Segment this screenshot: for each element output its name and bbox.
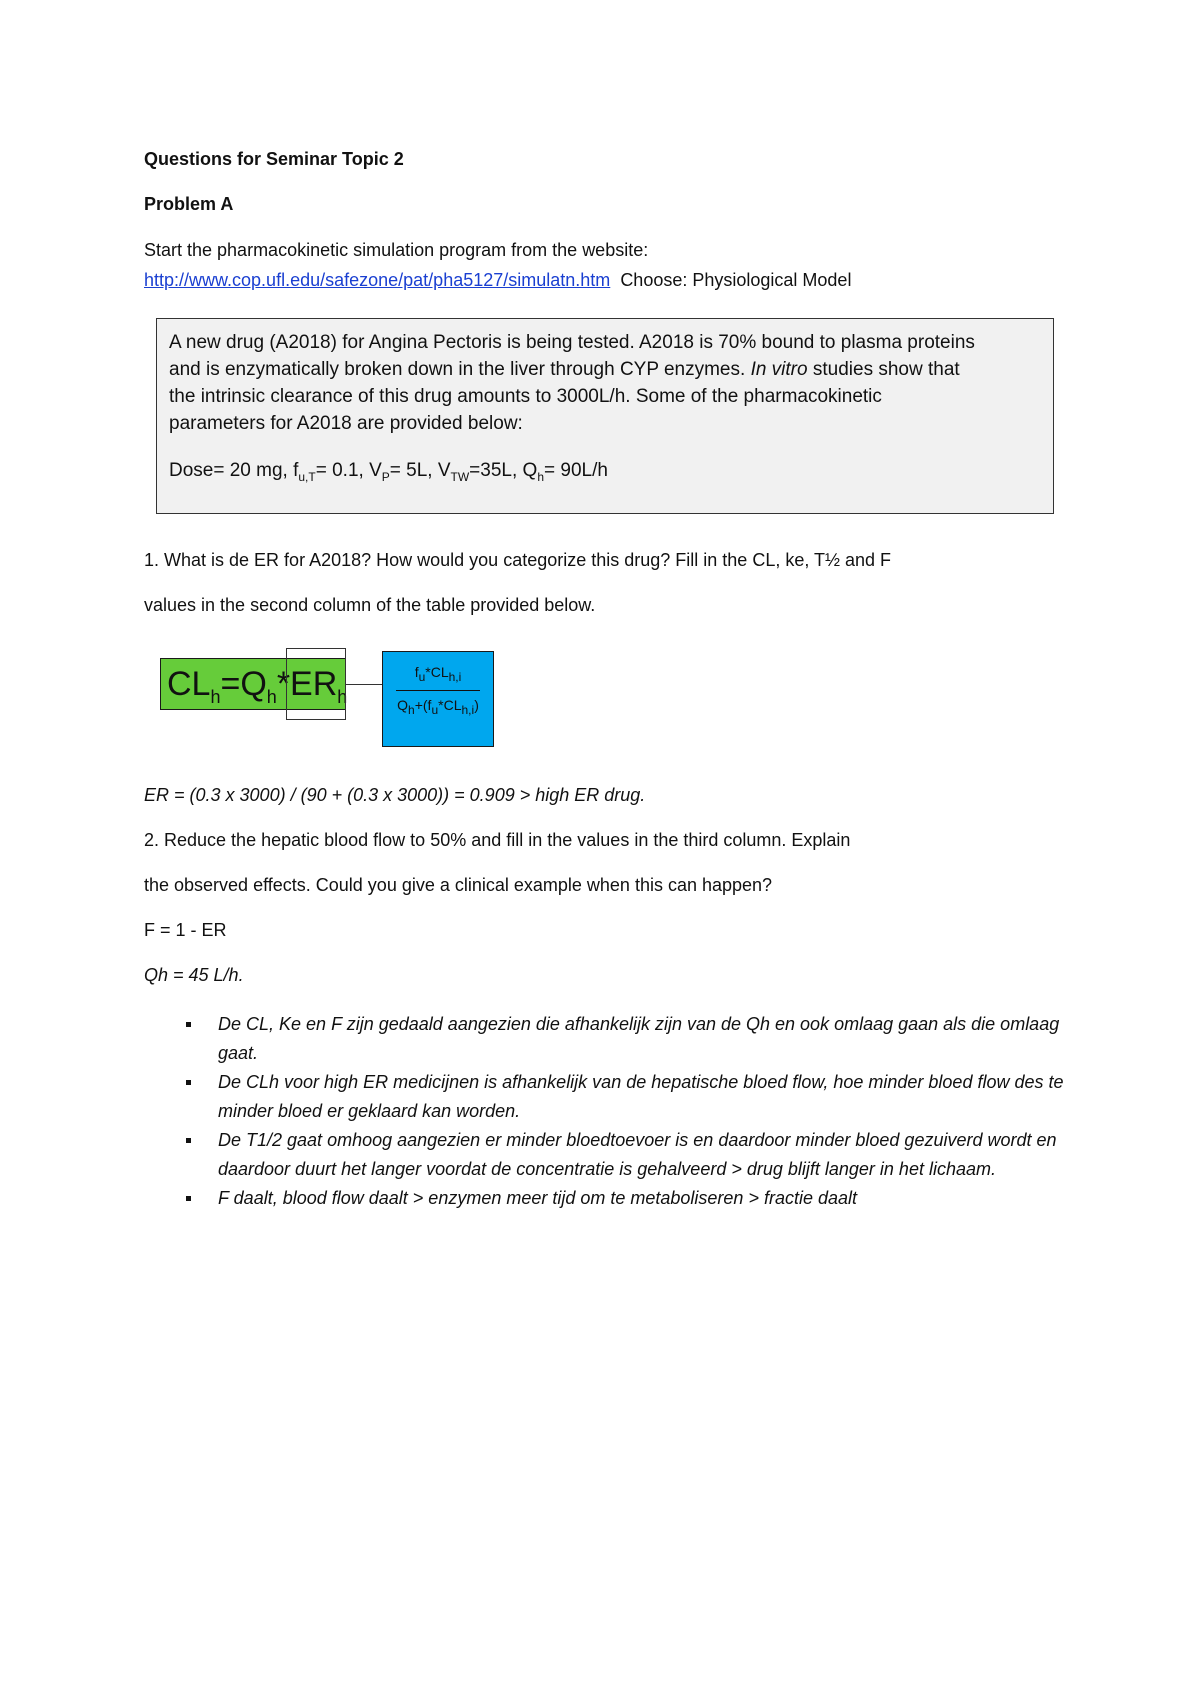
document-heading: Questions for Seminar Topic 2 xyxy=(144,149,404,169)
bullet-icon xyxy=(186,1138,191,1143)
extraction-ratio-formula xyxy=(382,651,494,747)
list-item: De CL, Ke en F zijn gedaald aangezien die afhankelijk zijn van de Qh en ook omlaag gaan als die omlaag gaat. xyxy=(186,1010,1066,1068)
list-item: De T1/2 gaat omhoog aangezien er minder bloedtoevoer is en daardoor minder bloed gezuiverd wordt en daardoor duurt het langer voordat de concentratie is gehalveerd > drug blijft langer in het lichaam. xyxy=(186,1126,1066,1184)
dose-line: Dose= 20 mg, $f_{u,T}= 0.1$, $V_P= 5L$, $V_{TW}=35L$, $Q_h= 90L/h$ xyxy=(169,460,608,484)
question-2-line-2: the observed effects. Could you give a clinical example when this can happen? xyxy=(144,875,773,895)
qh-value: Qh = 45 L/h. xyxy=(144,965,244,985)
er-highlight-frame xyxy=(286,648,346,720)
choose-text: Choose: Physiological Model xyxy=(620,270,852,290)
box-line-2: and is enzymatically broken down in the liver through CYP enzymes. In vitro studies show that xyxy=(169,359,960,380)
list-item: De CLh voor high ER medicijnen is afhankelijk van de hepatische bloed flow, hoe minder bloed flow des te minder bloed er geklaard kan worden. xyxy=(186,1068,1066,1126)
simulation-link[interactable]: http://www.cop.ufl.edu/safezone/pat/pha5127/simulatn.htm xyxy=(144,270,611,290)
drug-info-box xyxy=(156,318,1054,514)
box-line-4: parameters for A2018 are provided below: xyxy=(169,413,523,434)
problem-title: Problem A xyxy=(144,194,234,214)
box-line-3: the intrinsic clearance of this drug amounts to 3000L/h. Some of the pharmacokinetic xyxy=(169,386,882,407)
intro-text: Start the pharmacokinetic simulation program from the website: xyxy=(144,240,649,260)
bullet-icon xyxy=(186,1080,191,1085)
formula-denominator: $Q_h+(f_u*CL_{h,i})$ xyxy=(397,696,479,717)
question-2-line-1: 2. Reduce the hepatic blood flow to 50% and fill in the values in the third column. Explain xyxy=(144,830,851,850)
link-line xyxy=(144,269,851,291)
box-line-1: A new drug (A2018) for Angina Pectoris is being tested. A2018 is 70% bound to plasma proteins xyxy=(169,332,975,353)
hepatic-clearance-formula: $CL_h=Q_h*ER_h$ xyxy=(160,658,346,710)
f-formula: F = 1 - ER xyxy=(144,920,227,940)
clearance-formula-diagram xyxy=(160,648,500,758)
question-1-line-2: values in the second column of the table provided below. xyxy=(144,595,596,615)
er-calculation: ER = (0.3 x 3000) / (90 + (0.3 x 3000)) = 0.909 > high ER drug. xyxy=(144,785,646,805)
bullet-icon xyxy=(186,1196,191,1201)
question-1-line-1: 1. What is de ER for A2018? How would you categorize this drug? Fill in the CL, ke, T½ and F xyxy=(144,550,892,570)
answer-bullet-list xyxy=(186,1010,1066,1213)
bullet-icon xyxy=(186,1022,191,1027)
formula-numerator: $f_u*CL_{h,i}$ xyxy=(414,664,462,684)
list-item: F daalt, blood flow daalt > enzymen meer tijd om te metaboliseren > fractie daalt xyxy=(186,1184,1066,1213)
fraction-bar xyxy=(396,690,480,691)
